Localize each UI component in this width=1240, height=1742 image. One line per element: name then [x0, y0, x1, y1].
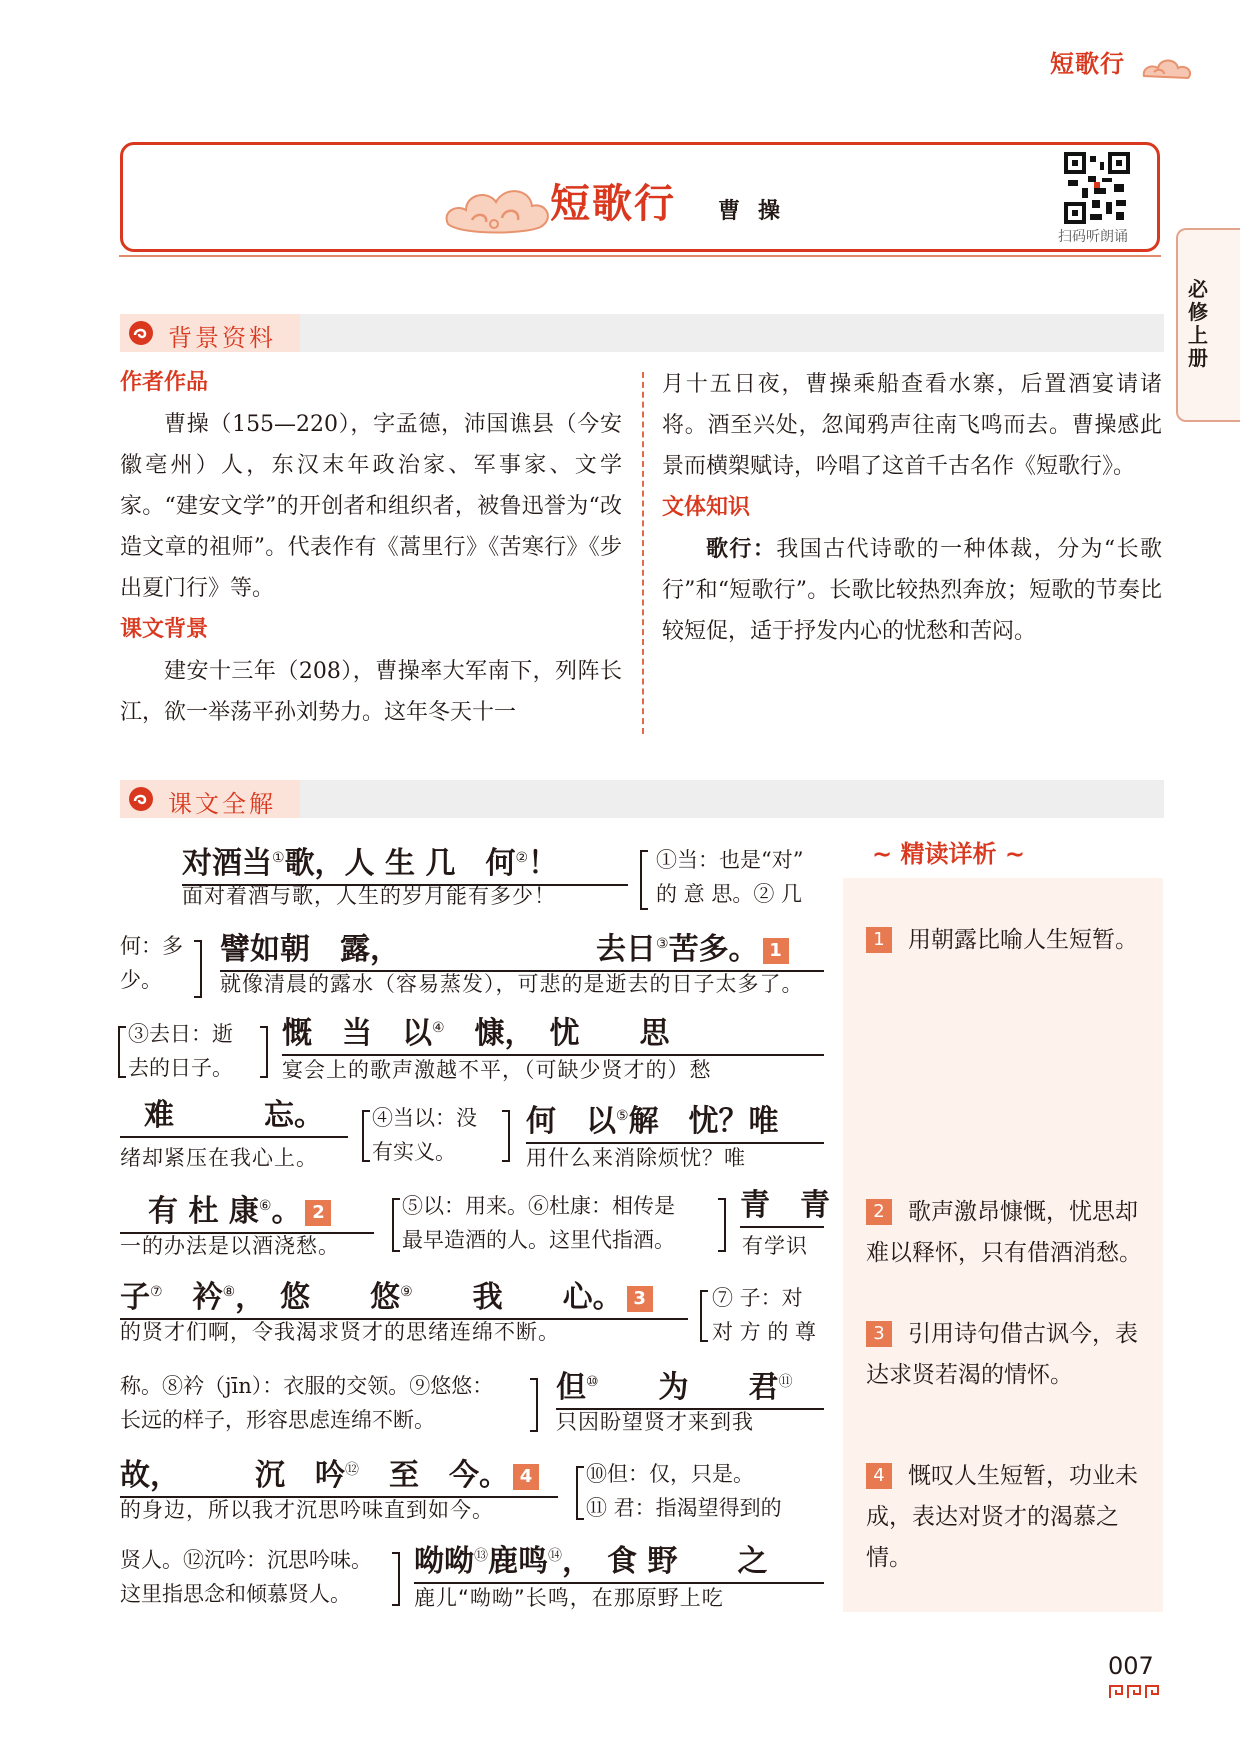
annotation: 去的日子。 [128, 1056, 233, 1080]
wave-icon: ∼ [872, 840, 893, 868]
wave-icon: ∼ [1004, 840, 1025, 868]
note-marker: ② [515, 850, 529, 866]
section-title-full-text: 课文全解 [168, 790, 276, 818]
analysis-marker[interactable]: 3 [627, 1286, 653, 1312]
poem-line [182, 838, 628, 886]
analysis-heading-text: 精读详析 [900, 840, 997, 868]
poem-line: 难 忘。 [120, 1096, 348, 1138]
qr-label: 扫码听朗诵 [1058, 229, 1128, 245]
note-marker: ⑭ [548, 1548, 562, 1564]
context-heading: 课文背景 [120, 617, 209, 642]
annotation: ⑩但：仅，只是。 [586, 1462, 754, 1486]
poem-text: 有 杜 康 [148, 1194, 259, 1229]
note-marker: ③ [656, 936, 669, 952]
poem-line [526, 1096, 824, 1144]
analysis-text: 慨叹人生短暂，功业未成，表达对贤才的渴慕之情。 [866, 1463, 1138, 1571]
annotation: ③去日：逝 [128, 1022, 233, 1046]
poem-text: 。 [271, 1194, 302, 1229]
note-marker: ⑦ [150, 1284, 163, 1300]
analysis-number: 2 [866, 1199, 892, 1225]
annotation: ⑪ 君：指渴望得到的 [586, 1496, 782, 1520]
analysis-number: 4 [866, 1463, 892, 1489]
poem-text: 我 心。 [412, 1280, 623, 1315]
poem-text: 鹿鸣 [488, 1544, 548, 1579]
poem-text: 故， 沉 吟 [120, 1458, 345, 1493]
poem-translation: 一的办法是以酒浇愁。 [120, 1234, 340, 1258]
poem-line [120, 1450, 558, 1498]
poem-translation: 用什么来消除烦忧？唯 [526, 1146, 746, 1170]
poem-text: 至 今。 [359, 1458, 509, 1493]
note-bracket [718, 1198, 726, 1252]
poem-text: 衿 [162, 1280, 223, 1315]
analysis-text: 歌声激昂慷慨，忧思却难以释怀，只有借酒消愁。 [866, 1199, 1142, 1266]
note-marker: ⑩ [586, 1374, 599, 1390]
author-works-text: 曹操（155—220），字孟德，沛国谯县（今安徽亳州）人，东汉末年政治家、军事家、文学家。“建安文学”的开创者和组织者，被鲁迅誉为“改造文章的祖师”。代表作有《蒿里行》《苦寒行》《步出夏门行》等。 [120, 412, 622, 601]
qr-code-icon[interactable] [1064, 152, 1130, 224]
analysis-marker[interactable]: 1 [763, 938, 789, 964]
poem-line [282, 1008, 824, 1056]
note-bracket [260, 1026, 268, 1078]
annotation: 对 方 的 尊 [712, 1320, 817, 1344]
note-bracket [362, 1110, 370, 1162]
note-marker: ⑧ [222, 1284, 236, 1300]
analysis-item [866, 1192, 1148, 1274]
author-name: 曹操 [718, 198, 799, 224]
poem-text: 慷， 忧 思 [444, 1016, 670, 1051]
analysis-heading [872, 834, 1025, 869]
annotation: 何：多 [120, 934, 183, 958]
note-marker: ⑥ [258, 1198, 272, 1214]
poem-text: 慨 当 以 [282, 1016, 432, 1051]
annotation: 这里指思念和倾慕贤人。 [120, 1582, 351, 1606]
annotation: 少。 [120, 968, 162, 992]
note-marker: ① [272, 850, 285, 866]
poem-text: 譬如朝 露， [220, 932, 400, 967]
poem-line [120, 1272, 688, 1320]
annotation: 称。⑧衿（jīn）：衣服的交领。⑨悠悠： [120, 1374, 494, 1398]
poem-translation: 鹿儿“呦呦”长鸣，在那原野上吃 [414, 1586, 724, 1610]
analysis-item [866, 920, 1148, 961]
note-marker: ⑨ [400, 1284, 413, 1300]
genre-keyword: 歌行： [706, 536, 777, 562]
section-header-full-text [120, 780, 1164, 818]
annotation: ①当：也是“对” [656, 848, 804, 872]
note-marker: ⑫ [345, 1462, 359, 1478]
poem-text: 解 忧？唯 [628, 1104, 779, 1139]
poem-translation: 有学识 [742, 1234, 808, 1258]
context-text-continued: 月十五日夜，曹操乘船查看水寨，后置酒宴请诸将。酒至兴处，忽闻鸦声往南飞鸣而去。曹操感此景而横槊赋诗，吟唱了这首千古名作《短歌行》。 [662, 372, 1162, 479]
note-marker: ⑤ [616, 1108, 629, 1124]
poem-translation: 宴会上的歌声激越不平，（可缺少贤才的）愁 [282, 1058, 712, 1082]
poem-line [414, 1536, 824, 1584]
poem-line [556, 1362, 824, 1410]
note-marker: ⑪ [778, 1374, 793, 1390]
poem-line [220, 924, 824, 972]
poem-text: 苦多。 [668, 932, 759, 967]
note-marker: ④ [432, 1020, 445, 1036]
note-bracket [118, 1026, 126, 1078]
poem-translation: 面对着酒与歌，人生的岁月能有多少！ [182, 884, 556, 908]
poem-line [120, 1186, 374, 1234]
section-title-background: 背景资料 [168, 324, 276, 352]
annotation: 有实义。 [372, 1140, 456, 1164]
note-bracket [640, 850, 648, 910]
analysis-number: 1 [866, 927, 892, 953]
poem-text: ， 悠 悠 [235, 1280, 401, 1315]
poem-text: 子 [120, 1280, 150, 1315]
poem-translation: 的身边，所以我才沉思吟味直到如今。 [120, 1498, 494, 1522]
poem-text: 去日 [596, 932, 656, 967]
running-title: 短歌行 [1050, 50, 1125, 78]
annotation: ⑦ 子：对 [712, 1286, 803, 1310]
background-left-column [120, 362, 622, 733]
note-bracket [700, 1290, 708, 1342]
annotation: ④当以：没 [372, 1106, 477, 1130]
swirl-icon [128, 786, 154, 812]
side-tab-label: 必修上册 [1188, 277, 1208, 370]
genre-text [662, 529, 1162, 652]
note-bracket [194, 940, 202, 998]
section-header-background [120, 314, 1164, 352]
page-title: 短歌行 [550, 181, 676, 227]
annotation: 长远的样子，形容思虑连绵不断。 [120, 1408, 435, 1432]
analysis-number: 3 [866, 1321, 892, 1347]
note-marker: ⑬ [474, 1548, 488, 1564]
note-bracket [392, 1552, 400, 1606]
analysis-item [866, 1314, 1148, 1396]
poem-text: 歌，人 生 几 何 [284, 846, 516, 881]
context-text: 建安十三年（208），曹操率大军南下，列阵长江，欲一举荡平孙刘势力。这年冬天十一 [120, 659, 622, 725]
analysis-item [866, 1456, 1148, 1579]
poem-text: 何 以 [526, 1104, 616, 1139]
annotation: 贤人。⑫沉吟：沉思吟味。 [120, 1548, 372, 1572]
genre-heading: 文体知识 [662, 495, 751, 520]
poem-text: 为 君 [598, 1370, 779, 1405]
genre-definition: 我国古代诗歌的一种体裁，分为“长歌行”和“短歌行”。长歌比较热烈奔放；短歌的节奏比较短促，适于抒发内心的忧愁和苦闷。 [662, 537, 1162, 644]
annotation: 的 意 思。② 几 [656, 882, 803, 906]
note-bracket [530, 1378, 538, 1432]
column-divider [642, 372, 644, 734]
analysis-text: 用朝露比喻人生短暂。 [908, 927, 1138, 953]
poem-translation: 绪却紧压在我心上。 [120, 1146, 318, 1170]
annotation: ⑤以：用来。⑥杜康：相传是 [402, 1194, 675, 1218]
analysis-marker[interactable]: 2 [305, 1200, 331, 1226]
author-works-heading: 作者作品 [120, 370, 209, 395]
auspicious-cloud-icon [442, 178, 554, 240]
note-bracket [576, 1466, 584, 1520]
poem-translation: 只因盼望贤才来到我 [556, 1410, 754, 1434]
annotation: 最早造酒的人。这里代指酒。 [402, 1228, 675, 1252]
poem-text: 对酒当 [182, 846, 272, 881]
poem-translation: 的贤才们啊，令我渴求贤才的思绪连绵不断。 [120, 1320, 560, 1344]
note-bracket [392, 1198, 400, 1252]
fret-ornament-icon [1108, 1684, 1160, 1700]
analysis-text: 引用诗句借古讽今，表达求贤若渴的情怀。 [866, 1321, 1138, 1388]
poem-line: 青 青 [740, 1186, 824, 1228]
swirl-icon [128, 320, 154, 346]
poem-text: ！ [528, 846, 559, 881]
background-right-column [662, 364, 1162, 652]
page-number: 007 [1108, 1652, 1154, 1680]
note-bracket [502, 1110, 510, 1162]
analysis-marker[interactable]: 4 [513, 1464, 539, 1490]
poem-text: 但 [556, 1370, 586, 1405]
poem-text: 呦呦 [414, 1544, 474, 1579]
cloud-ornament-icon [1140, 50, 1194, 86]
poem-text: ， 食 野 之 [562, 1544, 768, 1579]
poem-translation: 就像清晨的露水（容易蒸发），可悲的是逝去的日子太多了。 [220, 972, 804, 996]
